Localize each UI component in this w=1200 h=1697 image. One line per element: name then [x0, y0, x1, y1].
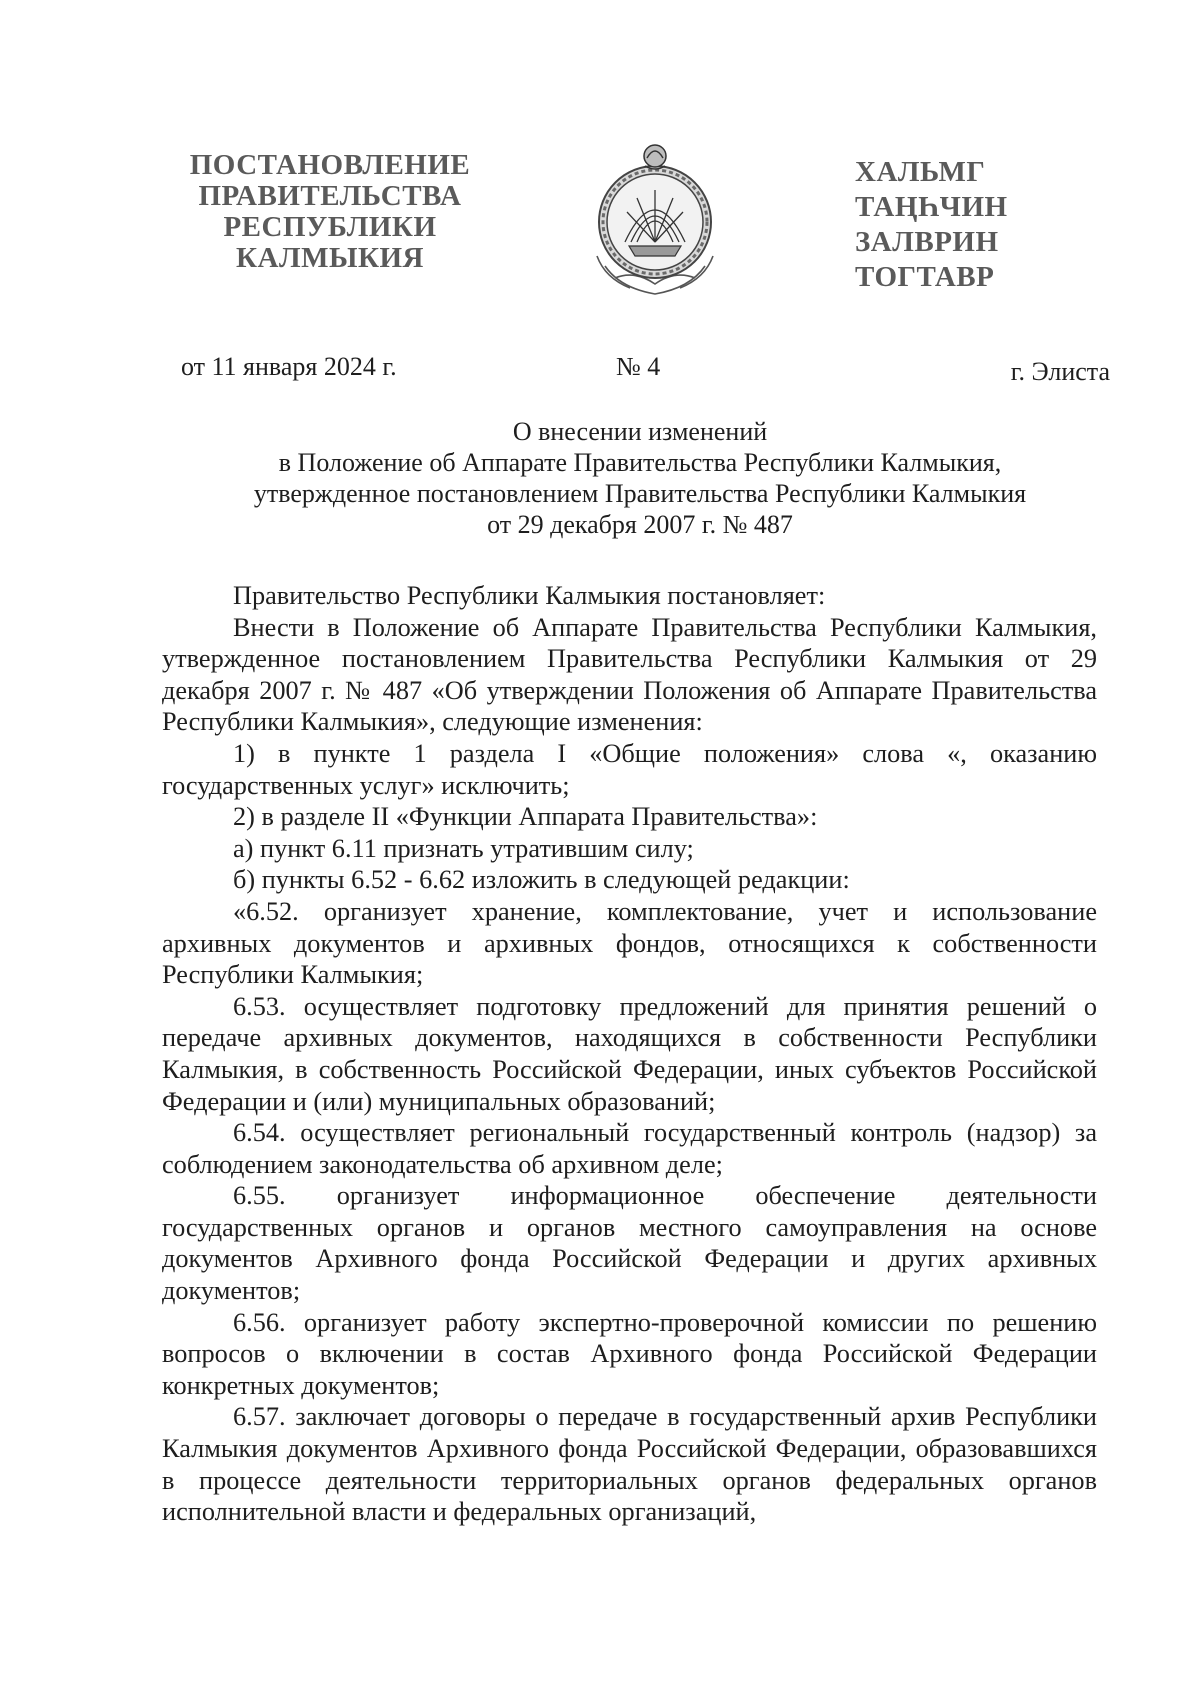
paragraph: 1) в пункте 1 раздела I «Общие положения» слова «, оказанию государственных услуг» исключить; — [162, 738, 1097, 800]
paragraph: 6.57. заключает договоры о передаче в государственный архив Республики Калмыкия документов Архивного фонда Российской Федерации, образовавшихся в процессе деятельности территориальных органов федеральных органов исполнительной власти и федеральных организаций, — [162, 1402, 1097, 1527]
header-title-kalmyk — [855, 155, 1105, 295]
title-line: в Положение об Аппарате Правительства Республики Калмыкия, — [278, 448, 1002, 477]
paragraph: б) пункты 6.52 - 6.62 изложить в следующей редакции: — [233, 865, 850, 895]
document-title — [160, 416, 1120, 540]
document-date: от 11 января 2024 г. — [181, 352, 397, 381]
paragraph: 6.54. осуществляет региональный государственный контроль (надзор) за соблюдением законодательства об архивном деле; — [162, 1118, 1097, 1179]
document-body — [162, 580, 1097, 1528]
header-right-line: ХАЛЬМГ — [855, 156, 986, 188]
header-right-line: ТАҢҺЧИН — [855, 191, 1008, 223]
title-line: О внесении изменений — [512, 417, 768, 446]
document-number: № 4 — [616, 352, 661, 381]
document-city: г. Элиста — [1010, 357, 1110, 386]
paragraph: 6.53. осуществляет подготовку предложений для принятия решений о передаче архивных документов, находящихся в собственности Республики Калмыкия, в собственность Российской Федерации, иных субъектов Российской Федерации и (или) муниципальных образований; — [162, 991, 1097, 1116]
paragraph: «6.52. организует хранение, комплектование, учет и использование архивных документов и архивных фондов, относящихся к собственности Республики Калмыкия; — [162, 896, 1097, 990]
header-left-line: КАЛМЫКИЯ — [236, 242, 424, 274]
title-line: от 29 декабря 2007 г. № 487 — [487, 510, 793, 539]
paragraph-preamble: Правительство Республики Калмыкия постановляет: — [233, 581, 826, 610]
paragraph: Внести в Положение об Аппарате Правительства Республики Калмыкия, утвержденное постановлением Правительства Республики Калмыкия от 29 декабря 2007 г. № 487 «Об утверждении Положения об Аппарате Правительства Республики Калмыкия», следующие изменения: — [162, 612, 1097, 737]
header-right-line: ЗАЛВРИН — [855, 226, 999, 258]
paragraph: 6.55. организует информационное обеспечение деятельности государственных органов и органов местного самоуправления на основе документов Архивного фонда Российской Федерации и других архивных документов; — [162, 1181, 1097, 1306]
paragraph: 6.56. организует работу экспертно-проверочной комиссии по решению вопросов о включении в состав Архивного фонда Российской Федерации конкретных документов; — [162, 1307, 1097, 1400]
kalmykia-coat-of-arms-icon — [585, 138, 725, 298]
header-left-line: ПРАВИТЕЛЬСТВА — [198, 180, 462, 212]
title-line: утвержденное постановлением Правительства Республики Калмыкия — [253, 479, 1027, 508]
header-left-line: РЕСПУБЛИКИ — [223, 211, 437, 243]
header-right-line: ТОГТАВР — [855, 261, 995, 293]
paragraph: а) пункт 6.11 признать утратившим силу; — [233, 833, 694, 863]
header-left-line: ПОСТАНОВЛЕНИЕ — [189, 149, 471, 181]
header-title-russian — [150, 150, 510, 274]
paragraph: 2) в разделе II «Функции Аппарата Правительства»: — [233, 802, 818, 832]
